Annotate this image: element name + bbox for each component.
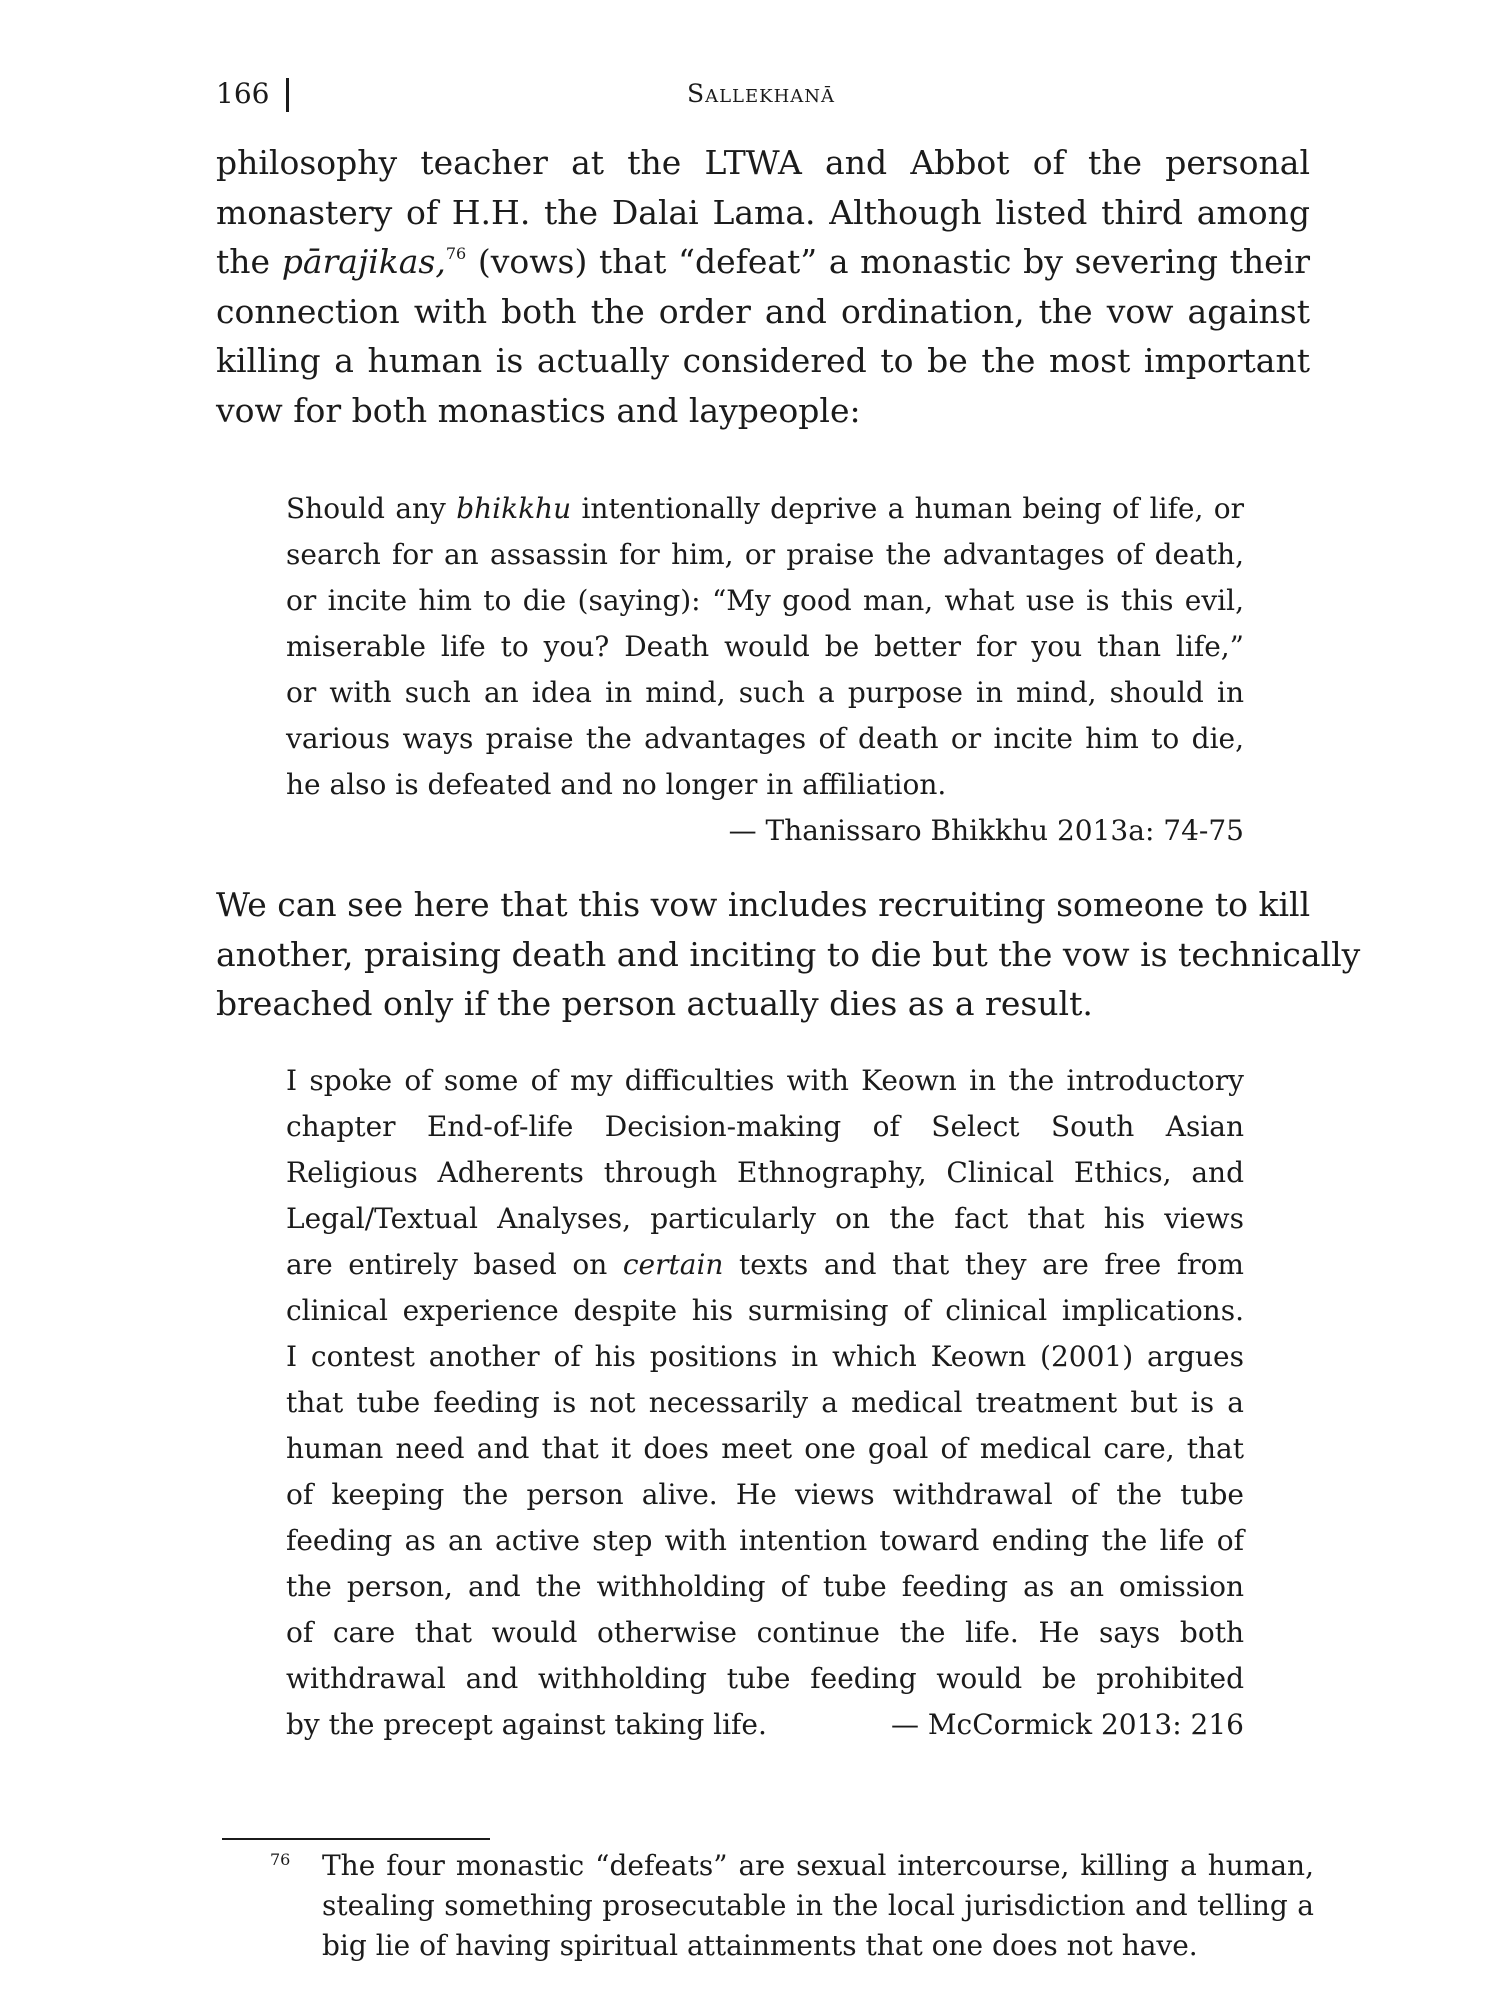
text-line: vow for both monastics and laypeople: [216, 390, 861, 430]
quote-line: or incite him to die (saying): “My good man, what use is this evil, [286, 584, 1244, 617]
quote-last-line [286, 1702, 1244, 1748]
block-quote-2 [286, 1058, 1244, 1748]
quote-line: miserable life to you? Death would be better for you than life,” [286, 630, 1244, 663]
quote-line: that tube feeding is not necessarily a medical treatment but is a [286, 1386, 1244, 1419]
footnote-text [322, 1846, 1314, 1966]
footnote-number: 76 [270, 1850, 291, 1869]
quote-line: feeding as an active step with intention toward ending the life of [286, 1524, 1244, 1557]
text-line: the pārajikas,$^{76}$ (vows) that “defeat” a monastic by severing their [216, 242, 1310, 281]
quote-line: human need and that it does meet one goal of medical care, that [286, 1432, 1244, 1465]
footnote-line: big lie of having spiritual attainments that one does not have. [322, 1929, 1198, 1962]
quote-line: withdrawal and withholding tube feeding would be prohibited [286, 1662, 1244, 1695]
page-header [216, 74, 1306, 114]
text-line: killing a human is actually considered to be the most important [216, 341, 1310, 380]
footnote-line: The four monastic “defeats” are sexual intercourse, killing a human, [322, 1849, 1314, 1882]
emphasis-certain: certain [622, 1248, 724, 1281]
text-line: another, praising death and inciting to die but the vow is technically [216, 934, 1361, 974]
quote-line: by the precept against taking life. [286, 1708, 767, 1741]
page-number: 166 [216, 77, 270, 110]
text-line: We can see here that this vow includes recruiting someone to kill [216, 885, 1311, 924]
text-line: connection with both the order and ordination, the vow against [216, 291, 1310, 331]
term-bhikkhu: bhikkhu [456, 492, 572, 525]
quote-line: Should any bhikkhu intentionally deprive a human being of life, or [286, 492, 1244, 525]
body-paragraph-2 [216, 880, 1361, 1029]
quote-attribution: — Thanissaro Bhikkhu 2013a: 74-75 [728, 814, 1244, 847]
quote-line: he also is defeated and no longer in affiliation. [286, 768, 947, 801]
quote-line: Religious Adherents through Ethnography, Clinical Ethics, and [286, 1156, 1244, 1189]
footnote-divider [222, 1838, 490, 1840]
text-line: philosophy teacher at the LTWA and Abbot of the personal [216, 143, 1310, 182]
footnote-line: stealing something prosecutable in the local jurisdiction and telling a [322, 1889, 1314, 1922]
quote-line: of keeping the person alive. He views withdrawal of the tube [286, 1478, 1244, 1511]
text-line: monastery of H.H. the Dalai Lama. Although listed third among [216, 192, 1310, 232]
quote-line: are entirely based on certain texts and that they are free from [286, 1248, 1244, 1281]
footnote-reference: 76 [445, 244, 467, 263]
body-paragraph-1 [216, 138, 1310, 435]
quote-line: the person, and the withholding of tube feeding as an omission [286, 1570, 1244, 1603]
quote-line: I spoke of some of my difficulties with Keown in the introductory [286, 1064, 1244, 1097]
text-line: breached only if the person actually dies as a result. [216, 984, 1093, 1023]
quote-line: I contest another of his positions in which Keown (2001) argues [286, 1340, 1244, 1373]
quote-line: or with such an idea in mind, such a purpose in mind, should in [286, 676, 1244, 709]
running-title: Sallekhanā [686, 79, 836, 108]
quote-line: various ways praise the advantages of death or incite him to die, [286, 722, 1244, 755]
quote-line: Legal/Textual Analyses, particularly on the fact that his views [286, 1202, 1244, 1235]
term-parajikas: pārajikas, [281, 242, 446, 281]
quote-line: clinical experience despite his surmising of clinical implications. [286, 1294, 1244, 1327]
quote-attribution: — McCormick 2013: 216 [890, 1708, 1244, 1741]
quote-line: chapter End-of-life Decision-making of Select South Asian [286, 1110, 1244, 1143]
quote-line: of care that would otherwise continue the life. He says both [286, 1616, 1244, 1649]
block-quote-1 [286, 486, 1244, 854]
quote-line: search for an assassin for him, or praise the advantages of death, [286, 538, 1244, 571]
